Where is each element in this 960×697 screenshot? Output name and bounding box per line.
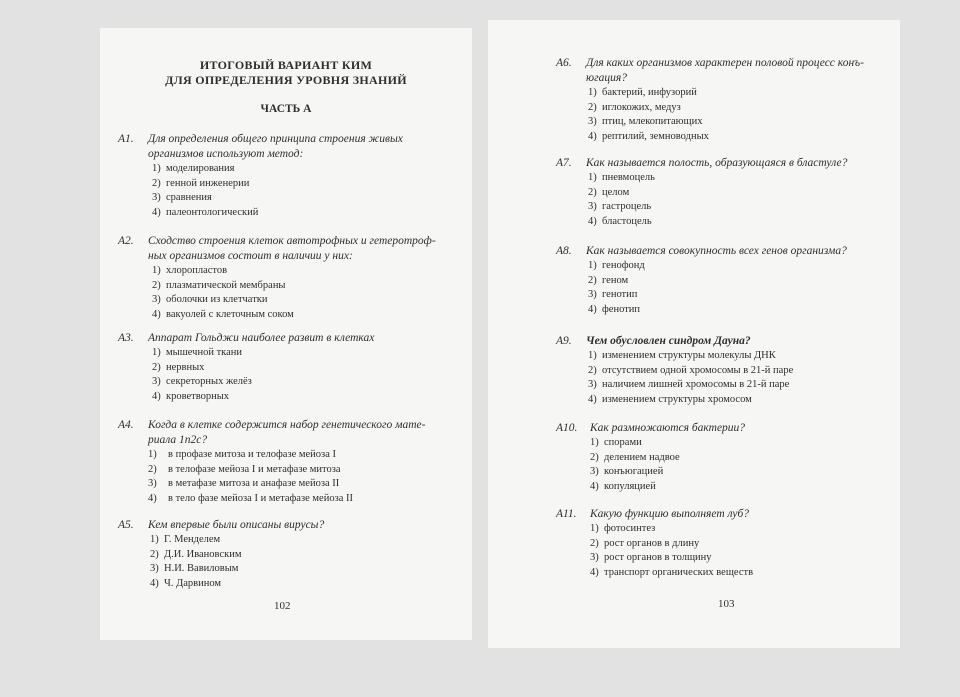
option-text: Д.И. Ивановским <box>164 548 242 560</box>
option-text: фенотип <box>602 303 641 315</box>
question-number: А5. <box>118 519 134 531</box>
option-text: рост органов в длину <box>604 537 700 549</box>
question-text <box>590 421 745 436</box>
answer-option <box>152 177 258 192</box>
answer-option <box>150 548 241 563</box>
option-text: наличием лишней хромосомы в 21-й паре <box>602 379 790 390</box>
answer-option <box>590 551 753 566</box>
option-number: 2) <box>588 186 597 198</box>
option-text: Г. Менделем <box>164 534 221 545</box>
question-line: Когда в клетке содержится набор генетического мате- <box>148 419 426 431</box>
question-line: Как называется полость, образующаяся в бластуле? <box>586 157 848 169</box>
answer-options <box>588 349 793 407</box>
answer-option <box>588 171 655 186</box>
option-number: 4) <box>150 577 159 589</box>
option-number: 4) <box>152 390 161 402</box>
option-number: 1) <box>152 265 161 276</box>
option-text: секреторных желёз <box>166 376 252 387</box>
option-number: 1) <box>152 163 161 174</box>
option-text: изменением структуры молекулы ДНК <box>602 350 776 361</box>
option-text: вакуолей с клеточным соком <box>166 308 294 320</box>
answer-option <box>148 448 353 463</box>
option-number: 4) <box>588 215 597 227</box>
question-line: Сходство строения клеток автотрофных и гетеротроф- <box>148 235 436 247</box>
question-line: Чем обусловлен синдром Дауна? <box>586 335 751 347</box>
option-number: 3) <box>588 379 597 390</box>
option-text: нервных <box>166 361 205 373</box>
answer-option <box>588 215 655 230</box>
answer-option <box>148 492 353 507</box>
option-text: генофонд <box>602 260 645 271</box>
answer-option <box>590 566 753 581</box>
option-number: 4) <box>148 492 157 504</box>
right-page <box>488 20 900 648</box>
option-text: в телофазе мейоза I и метафазе митоза <box>168 463 341 475</box>
option-text: геном <box>602 274 629 286</box>
option-text: бластоцель <box>602 215 652 227</box>
option-number: 2) <box>152 361 161 373</box>
answer-option <box>588 86 709 101</box>
answer-options <box>152 346 252 404</box>
option-text: оболочки из клетчатки <box>166 294 268 305</box>
option-number: 2) <box>148 463 157 475</box>
answer-option <box>588 259 645 274</box>
answer-option <box>590 436 680 451</box>
question-number: А11. <box>556 508 577 520</box>
option-number: 2) <box>590 451 599 463</box>
answer-option <box>152 308 294 323</box>
option-number: 4) <box>588 130 597 142</box>
question-text <box>586 56 864 85</box>
option-text: Ч. Дарвином <box>164 577 222 589</box>
answer-options <box>588 259 645 317</box>
option-number: 1) <box>588 172 597 183</box>
question-line: Как размножаются бактерии? <box>590 422 746 434</box>
answer-option <box>150 577 241 592</box>
answer-option <box>588 200 655 215</box>
page-number: 102 <box>274 600 291 612</box>
option-text: бактерий, инфузорий <box>602 87 697 98</box>
option-number: 4) <box>588 393 597 405</box>
question-text <box>148 418 425 447</box>
answer-options <box>148 448 353 506</box>
answer-option <box>590 537 753 552</box>
answer-option <box>590 451 680 466</box>
answer-option <box>588 378 793 393</box>
option-number: 2) <box>152 279 161 291</box>
option-text: целом <box>602 186 630 198</box>
option-text: пневмоцель <box>602 172 655 183</box>
option-text: генной инженерии <box>166 177 250 189</box>
option-text: палеонтологический <box>166 206 259 218</box>
answer-options <box>590 436 680 494</box>
option-text: хлоропластов <box>166 265 228 276</box>
answer-option <box>588 288 645 303</box>
option-number: 2) <box>588 274 597 286</box>
answer-option <box>590 522 753 537</box>
question-number: А9. <box>556 335 572 347</box>
answer-options <box>590 522 753 580</box>
option-number: 1) <box>588 350 597 361</box>
question-line: Для определения общего принципа строения живых <box>148 133 403 145</box>
option-number: 1) <box>148 449 157 460</box>
answer-options <box>150 533 241 591</box>
answer-option <box>590 480 680 495</box>
option-text: отсутствием одной хромосомы в 21-й паре <box>602 364 794 376</box>
option-number: 3) <box>152 294 161 305</box>
title-line-2: ДЛЯ ОПРЕДЕЛЕНИЯ УРОВНЯ ЗНАНИЙ <box>165 73 407 87</box>
option-number: 4) <box>590 566 599 578</box>
question-text <box>148 132 403 161</box>
answer-option <box>588 186 655 201</box>
answer-options <box>152 162 258 220</box>
answer-option <box>152 293 294 308</box>
question-line: Кем впервые были описаны вирусы? <box>148 519 325 531</box>
option-number: 2) <box>588 101 597 113</box>
option-text: транспорт органических веществ <box>604 566 754 578</box>
question-text <box>586 244 847 259</box>
answer-option <box>152 279 294 294</box>
question-text <box>586 156 847 171</box>
answer-option <box>588 274 645 289</box>
option-number: 4) <box>590 480 599 492</box>
question-line: Для каких организмов характерен половой процесс конъ- <box>586 57 864 69</box>
answer-option <box>588 101 709 116</box>
question-number: А6. <box>556 57 572 69</box>
option-text: рептилий, земноводных <box>602 130 709 142</box>
answer-option <box>152 361 252 376</box>
title-line-1: ИТОГОВЫЙ ВАРИАНТ КИМ <box>199 58 373 72</box>
question-number: А10. <box>556 422 578 434</box>
question-text <box>586 334 751 349</box>
option-number: 1) <box>152 347 161 358</box>
option-number: 4) <box>588 303 597 315</box>
option-text: генотип <box>602 289 638 300</box>
option-number: 1) <box>590 523 599 534</box>
answer-option <box>588 130 709 145</box>
question-number: А8. <box>556 245 572 257</box>
option-number: 3) <box>588 289 597 300</box>
option-text: мышечной ткани <box>166 347 243 358</box>
option-text: в метафазе митоза и анафазе мейоза II <box>168 478 340 489</box>
question-text <box>590 507 749 522</box>
answer-option <box>148 477 353 492</box>
left-page <box>100 28 472 640</box>
option-number: 2) <box>590 537 599 549</box>
option-number: 1) <box>588 260 597 271</box>
question-line: Аппарат Гольджи наиболее развит в клетках <box>148 332 375 344</box>
question-number: А3. <box>118 332 134 344</box>
question-text <box>148 331 374 346</box>
question-line: ных организмов состоит в наличии у них: <box>148 249 353 262</box>
answer-options <box>588 171 655 229</box>
question-number: А2. <box>118 235 134 247</box>
question-line: Какую функцию выполняет луб? <box>590 508 750 520</box>
option-number: 3) <box>588 116 597 127</box>
answer-option <box>588 349 793 364</box>
option-number: 2) <box>150 548 159 560</box>
option-number: 3) <box>588 201 597 212</box>
option-text: сравнения <box>166 192 212 203</box>
answer-option <box>588 303 645 318</box>
question-number: А7. <box>556 157 572 169</box>
answer-option <box>152 346 252 361</box>
answer-option <box>588 393 793 408</box>
option-number: 3) <box>590 552 599 563</box>
option-number: 1) <box>590 437 599 448</box>
option-number: 3) <box>152 192 161 203</box>
option-number: 2) <box>152 177 161 189</box>
option-text: конъюгацией <box>604 466 664 477</box>
option-text: гастроцель <box>602 201 652 212</box>
page-title <box>100 58 472 88</box>
option-number: 4) <box>152 308 161 320</box>
answer-option <box>152 390 252 405</box>
answer-options <box>152 264 294 322</box>
answer-option <box>150 562 241 577</box>
answer-option <box>152 375 252 390</box>
option-number: 2) <box>588 364 597 376</box>
question-number: А4. <box>118 419 134 431</box>
option-text: Н.И. Вавиловым <box>164 563 239 574</box>
option-text: в профазе митоза и телофазе мейоза I <box>168 449 336 460</box>
option-number: 1) <box>588 87 597 98</box>
answer-option <box>148 463 353 478</box>
option-text: моделирования <box>166 163 235 174</box>
answer-option <box>152 206 258 221</box>
option-text: иглокожих, медуз <box>602 101 681 113</box>
option-number: 3) <box>590 466 599 477</box>
option-number: 1) <box>150 534 159 545</box>
option-text: в тело фазе мейоза I и метафазе мейоза II <box>168 492 353 504</box>
option-text: кроветворных <box>166 390 230 402</box>
answer-options <box>588 86 709 144</box>
option-text: копуляцией <box>604 480 656 492</box>
option-text: фотосинтез <box>604 523 656 534</box>
option-text: спорами <box>604 437 642 448</box>
question-text <box>148 518 324 533</box>
option-number: 3) <box>152 376 161 387</box>
part-label: ЧАСТЬ А <box>260 103 312 115</box>
option-number: 3) <box>148 478 157 489</box>
option-number: 4) <box>152 206 161 218</box>
answer-option <box>152 191 258 206</box>
question-line: Как называется совокупность всех генов организма? <box>586 245 847 257</box>
option-text: делением надвое <box>604 451 680 463</box>
answer-option <box>590 465 680 480</box>
option-text: плазматической мембраны <box>166 279 286 291</box>
page-number: 103 <box>718 598 735 610</box>
option-number: 3) <box>150 563 159 574</box>
option-text: изменением структуры хромосом <box>602 393 752 405</box>
answer-option <box>588 115 709 130</box>
question-line: риала 1n2c? <box>148 433 208 446</box>
option-text: птиц, млекопитающих <box>602 116 703 127</box>
question-line: организмов используют метод: <box>148 147 304 160</box>
question-number: А1. <box>118 133 134 145</box>
question-text <box>148 234 436 263</box>
answer-option <box>150 533 241 548</box>
answer-option <box>152 162 258 177</box>
question-line: югация? <box>586 71 627 84</box>
answer-option <box>152 264 294 279</box>
answer-option <box>588 364 793 379</box>
option-text: рост органов в толщину <box>604 552 712 563</box>
